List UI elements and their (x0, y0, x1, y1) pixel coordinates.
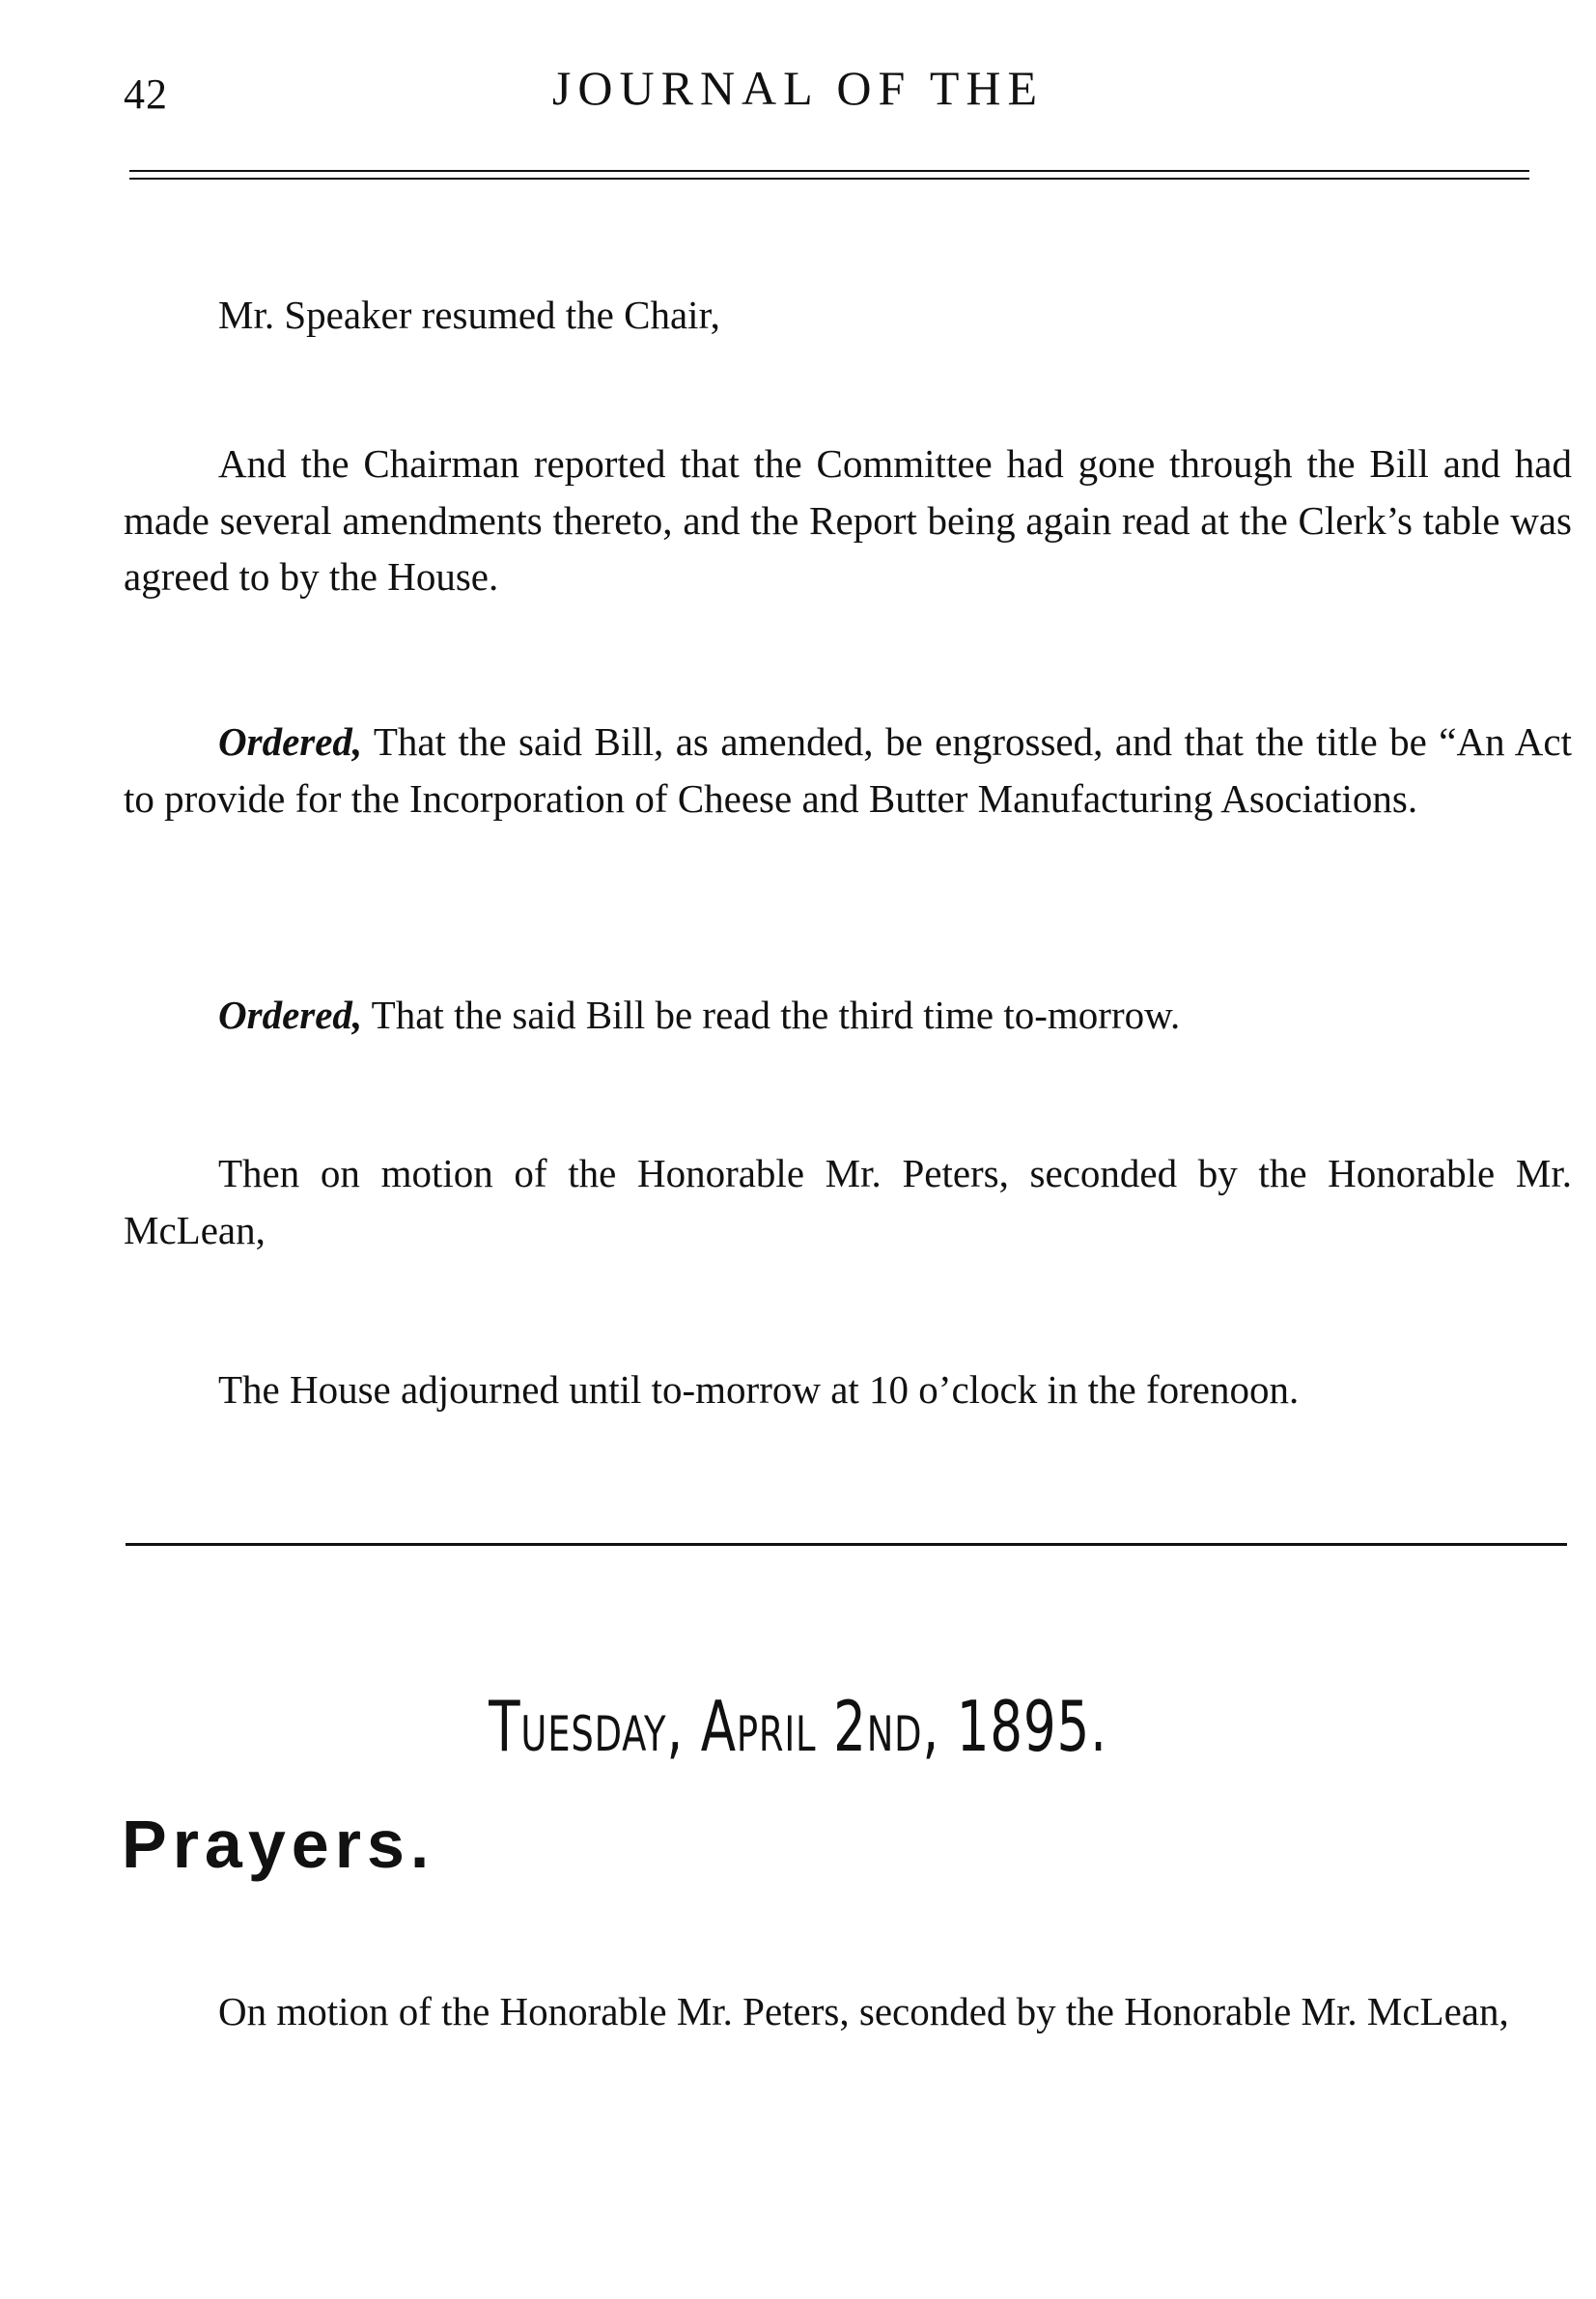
section-divider-rule (126, 1543, 1567, 1546)
prayers-heading: Prayers. (122, 1807, 435, 1882)
paragraph-house-adjourned: The House adjourned until to-morrow at 10 o’clock in the forenoon. (218, 1367, 1300, 1412)
ordered-lead-1: Ordered, (218, 719, 363, 764)
ordered-lead-2: Ordered, (218, 993, 363, 1037)
ordered-body-2: That the said Bill be read the third time to-morrow. (362, 993, 1181, 1037)
paragraph-motion-adjourn: Then on motion of the Honorable Mr. Peters, seconded by the Honorable Mr. McLean, (124, 1151, 1572, 1252)
paragraph-ordered-engrossed (124, 714, 1572, 827)
paragraph-motion-new-day: On motion of the Honorable Mr. Peters, seconded by the Honorable Mr. McLean, (218, 1989, 1509, 2033)
paragraph-speaker-resumed: Mr. Speaker resumed the Chair, (218, 293, 720, 337)
page-number: 42 (124, 70, 168, 118)
header-double-rule (129, 170, 1529, 180)
running-head: JOURNAL OF THE (551, 61, 1045, 115)
ordered-body-1: That the said Bill, as amended, be engrossed, and that the title be “An Act to provide for the Incorporation of Cheese and Butter Manufacturing Asociations. (124, 719, 1572, 821)
paragraph-chairman-report: And the Chairman reported that the Committee had gone through the Bill and had made several amendments thereto, and the Report being again read at the Clerk’s table was agreed to by the House. (124, 441, 1572, 599)
paragraph-ordered-third-reading (124, 987, 1572, 1044)
date-heading: Tuesday, April 2nd, 1895. (489, 1686, 1107, 1767)
